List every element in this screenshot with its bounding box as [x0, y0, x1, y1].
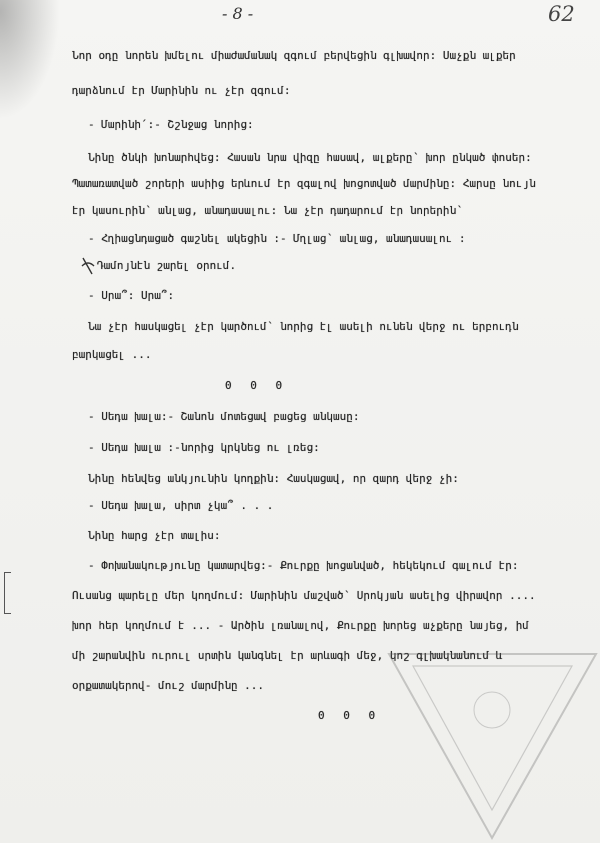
text-line: Դամոյնէն շարել օրում.: [97, 259, 237, 272]
text-line: - Հղիացնդացած գաշնել ակեցին :- Մղլաց՝ անլաց, անադասալու :: [88, 232, 466, 245]
text-line: բարկացել ...: [72, 348, 152, 361]
text-line: Նոր օդը նորեն խմելու միաժամանակ զգում բերվեցին գլխավոր: Սաչքն ալքեր: [72, 49, 516, 62]
text-line: Նա չէր հասկացել չէր կարծում՝ նորից էլ ասելի ունեն վերջ ու երբուդն: [88, 320, 519, 333]
section-separator: 0 0 0: [225, 379, 289, 392]
triangular-stamp: [385, 650, 600, 843]
text-line: - Սեդա խալա:- Շանոն մոտեցավ բացեց անկասը:: [88, 410, 360, 423]
text-line: - Սեդա խալա, սիրտ չկա՞ . . .: [88, 499, 274, 512]
text-line: Նինը հարց չէր տալիս:: [88, 529, 221, 542]
margin-bracket-mark: [4, 572, 11, 614]
text-line: Պատառատված շորերի ասիից երևում էր զգալով խոցոտված մարմինը: Հարսը նույն: [72, 177, 536, 190]
scan-noise: [0, 0, 60, 120]
text-line: - Փոխանակությունը կատարվեց:- Քուրքը խոցանված, հեկեկում գալում էր:: [88, 559, 519, 572]
text-line: էր կասուրին՝ անլաց, անադասալու: Նա չէր դադարում էր նորերին՝: [72, 204, 463, 217]
page-number: - 8 -: [222, 4, 254, 23]
text-line: Նինը հենվեց անկյունին կողքին: Հասկացավ, որ զարդ վերջ չի:: [88, 472, 459, 485]
text-line: - Մարինի՛:- Շշնջաց նորից:: [88, 118, 254, 131]
text-line: - Սեդա խալա :-նորից կրկնեց ու լռեց:: [88, 441, 320, 454]
text-line: մի շարանվին ուրուլ սրտին կանգնել էր արևագի մեջ, կոշ գլխակնանում և: [72, 649, 503, 662]
handwritten-mark-icon: [80, 256, 96, 276]
folio-number: 62: [548, 2, 575, 26]
text-line: Ուսանց պարելը մեր կողմում: Մարինին մաշված՝ Սրոկյան ասելից վիրավոր ....: [72, 589, 536, 602]
text-line: օրքատակերով- մուշ մարմինը ...: [72, 679, 265, 692]
text-line: - Սրա՞: Սրա՞:: [88, 289, 175, 302]
text-line: խոր հեր կողմում է ... - Արծին լռանալով, Քուրքը խորեց աչքերը նայեց, իմ: [72, 619, 529, 632]
text-line: Նինը ծնկի խոնարհվեց: Հասան նրա վիզը հասավ, ալքերը՝ խոր ընկած փոսեր:: [88, 151, 532, 164]
section-separator: 0 0 0: [318, 709, 382, 722]
text-line: դարձնում էր Մարինին ու չէր զգում:: [72, 84, 291, 97]
